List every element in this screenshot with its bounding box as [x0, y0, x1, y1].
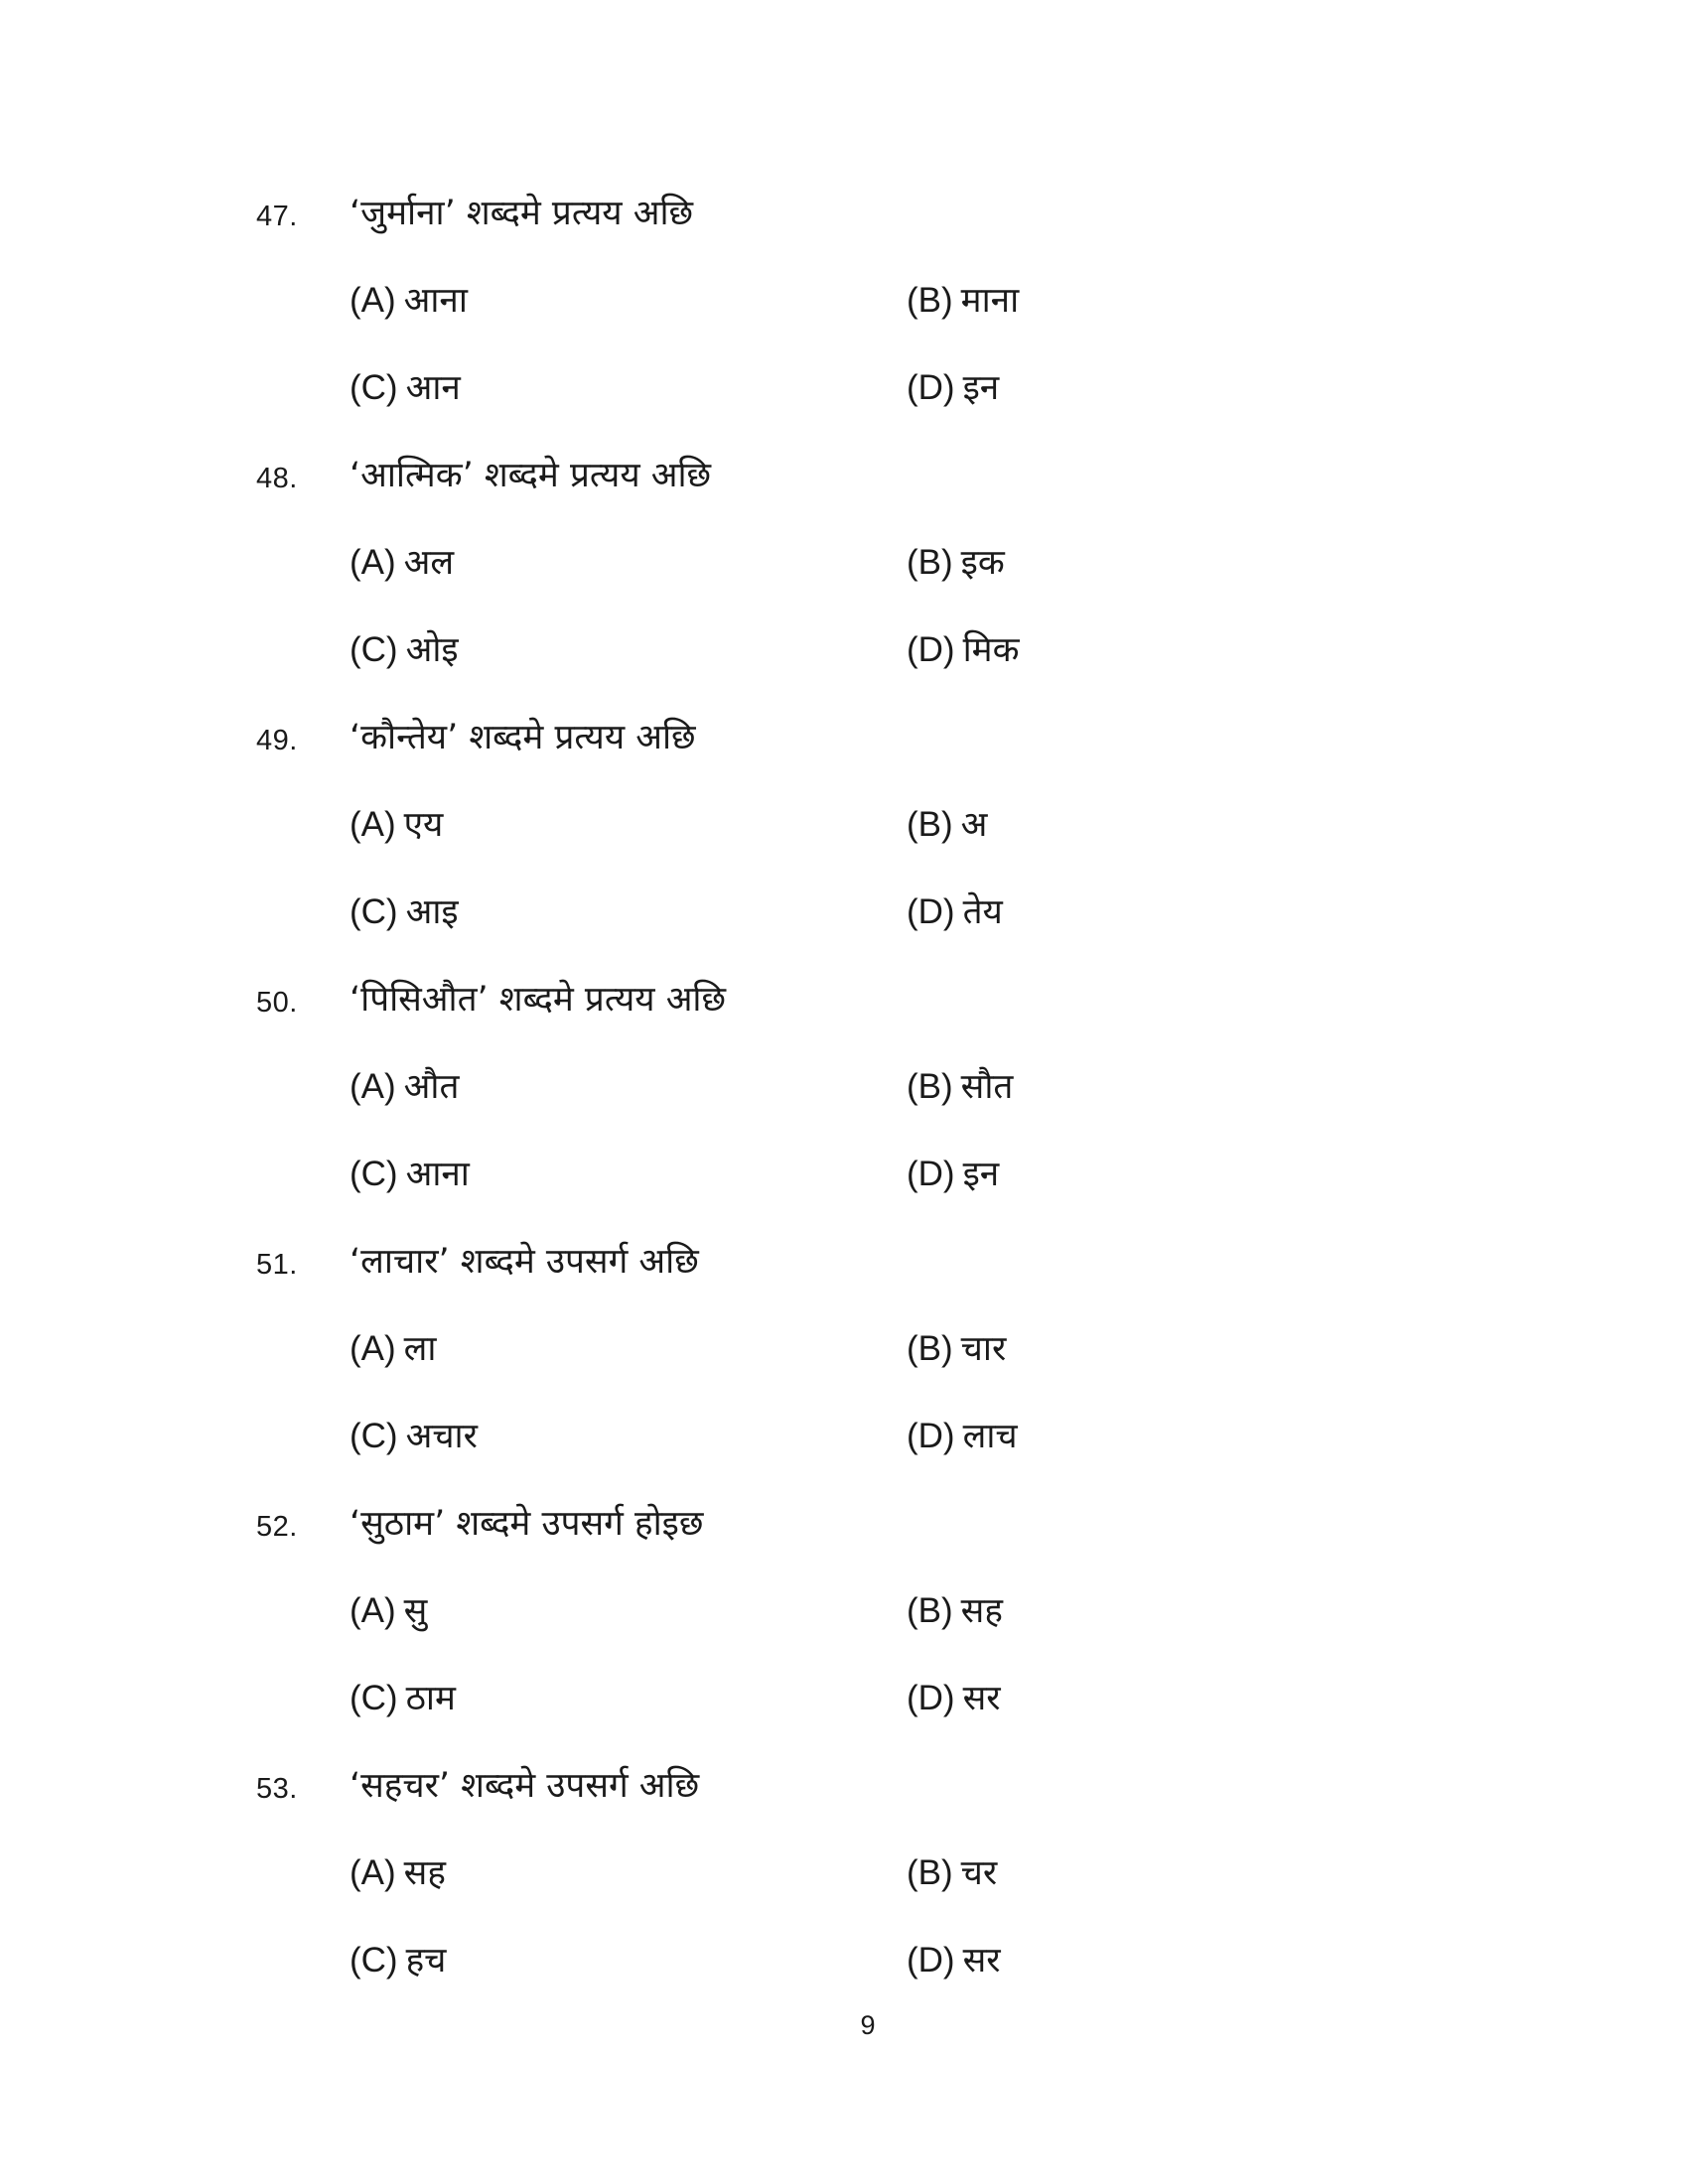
question-52	[0, 1499, 1688, 1761]
option-b	[907, 538, 1005, 585]
option-d	[907, 625, 1019, 672]
question-line	[0, 1761, 1688, 1821]
option-a	[350, 800, 443, 847]
option-c	[350, 363, 461, 410]
option-d	[907, 363, 999, 410]
question-number: 49.	[256, 725, 298, 756]
option-label: (A)	[350, 1853, 396, 1892]
option-label: (B)	[907, 543, 953, 582]
option-c	[350, 1150, 470, 1196]
option-text: सौत	[960, 1067, 1014, 1107]
option-a	[350, 1324, 436, 1371]
option-text: चार	[960, 1329, 1007, 1369]
option-text: आना	[405, 1155, 470, 1194]
option-text: एय	[403, 805, 444, 845]
question-53	[0, 1761, 1688, 2023]
option-a	[350, 1586, 427, 1633]
option-label: (B)	[907, 1853, 953, 1892]
question-line	[0, 451, 1688, 510]
question-text: ‘कौन्तेय’ शब्दमे प्रत्यय अछि	[350, 718, 696, 757]
option-text: औत	[403, 1067, 460, 1107]
option-text: ठाम	[405, 1679, 456, 1718]
option-label: (D)	[907, 1417, 955, 1455]
page-number: 9	[860, 2010, 876, 2040]
option-label: (A)	[350, 1591, 396, 1630]
option-label: (A)	[350, 1329, 396, 1368]
option-text: सर	[962, 1679, 1001, 1718]
question-text: ‘पिसिऔत’ शब्दमे प्रत्यय अछि	[350, 980, 727, 1020]
option-text: आइ	[405, 892, 459, 932]
option-text: सु	[403, 1591, 428, 1631]
option-text: अचार	[405, 1417, 478, 1456]
option-label: (D)	[907, 1155, 955, 1193]
question-number: 48.	[256, 463, 298, 494]
option-d	[907, 1674, 1001, 1720]
option-label: (C)	[350, 1679, 398, 1717]
option-c	[350, 1674, 456, 1720]
option-d	[907, 1412, 1018, 1458]
question-line	[0, 189, 1688, 248]
question-number: 52.	[256, 1511, 298, 1543]
option-a	[350, 1848, 446, 1895]
option-label: (A)	[350, 543, 396, 582]
option-text: माना	[960, 281, 1020, 321]
option-label: (B)	[907, 1591, 953, 1630]
question-line	[0, 713, 1688, 772]
option-label: (D)	[907, 892, 955, 931]
option-text: आना	[403, 281, 468, 321]
question-51	[0, 1237, 1688, 1499]
question-line	[0, 1499, 1688, 1559]
question-47	[0, 189, 1688, 451]
option-text: ला	[403, 1329, 437, 1369]
question-50	[0, 975, 1688, 1237]
question-text: ‘लाचार’ शब्दमे उपसर्ग अछि	[350, 1242, 699, 1282]
option-label: (A)	[350, 281, 396, 320]
option-b	[907, 1062, 1013, 1109]
option-text: इन	[962, 1155, 1000, 1194]
question-line	[0, 1237, 1688, 1297]
option-c	[350, 887, 459, 934]
option-label: (B)	[907, 805, 953, 844]
option-label: (C)	[350, 630, 398, 669]
option-text: इक	[960, 543, 1005, 583]
option-label: (D)	[907, 368, 955, 407]
question-number: 53.	[256, 1773, 298, 1805]
option-d	[907, 1936, 1001, 1982]
option-label: (A)	[350, 1067, 396, 1106]
question-text: ‘आत्मिक’ शब्दमे प्रत्यय अछि	[350, 456, 712, 495]
question-48	[0, 451, 1688, 713]
question-line	[0, 975, 1688, 1034]
option-text: तेय	[962, 892, 1003, 932]
option-c	[350, 1412, 478, 1458]
option-text: सर	[962, 1941, 1001, 1980]
option-b	[907, 1324, 1006, 1371]
option-label: (D)	[907, 1679, 955, 1717]
question-49	[0, 713, 1688, 975]
option-text: चर	[960, 1853, 998, 1893]
option-label: (C)	[350, 1155, 398, 1193]
option-d	[907, 1150, 999, 1196]
option-a	[350, 1062, 459, 1109]
option-label: (B)	[907, 1067, 953, 1106]
option-label: (B)	[907, 281, 953, 320]
option-text: ओइ	[405, 630, 459, 670]
question-text: ‘सुठाम’ शब्दमे उपसर्ग होइछ	[350, 1504, 704, 1544]
option-label: (C)	[350, 368, 398, 407]
option-b	[907, 276, 1019, 323]
option-a	[350, 538, 454, 585]
option-label: (D)	[907, 630, 955, 669]
option-text: लाच	[962, 1417, 1018, 1456]
question-text: ‘जुर्माना’ शब्दमे प्रत्यय अछि	[350, 194, 694, 233]
option-b	[907, 1586, 1003, 1633]
option-text: अल	[403, 543, 455, 583]
option-a	[350, 276, 468, 323]
option-text: आन	[405, 368, 461, 408]
question-number: 51.	[256, 1249, 298, 1281]
option-text: मिक	[962, 630, 1020, 670]
question-number: 47.	[256, 201, 298, 232]
option-text: सह	[403, 1853, 446, 1893]
option-label: (D)	[907, 1941, 955, 1979]
question-number: 50.	[256, 987, 298, 1019]
option-c	[350, 1936, 446, 1982]
option-label: (B)	[907, 1329, 953, 1368]
option-text: सह	[960, 1591, 1003, 1631]
option-label: (C)	[350, 892, 398, 931]
option-c	[350, 625, 459, 672]
option-text: अ	[960, 805, 988, 845]
option-d	[907, 887, 1003, 934]
option-text: इन	[962, 368, 1000, 408]
question-text: ‘सहचर’ शब्दमे उपसर्ग अछि	[350, 1766, 700, 1806]
option-b	[907, 1848, 997, 1895]
option-text: हच	[405, 1941, 447, 1980]
option-label: (C)	[350, 1417, 398, 1455]
option-b	[907, 800, 987, 847]
option-label: (C)	[350, 1941, 398, 1979]
option-label: (A)	[350, 805, 396, 844]
